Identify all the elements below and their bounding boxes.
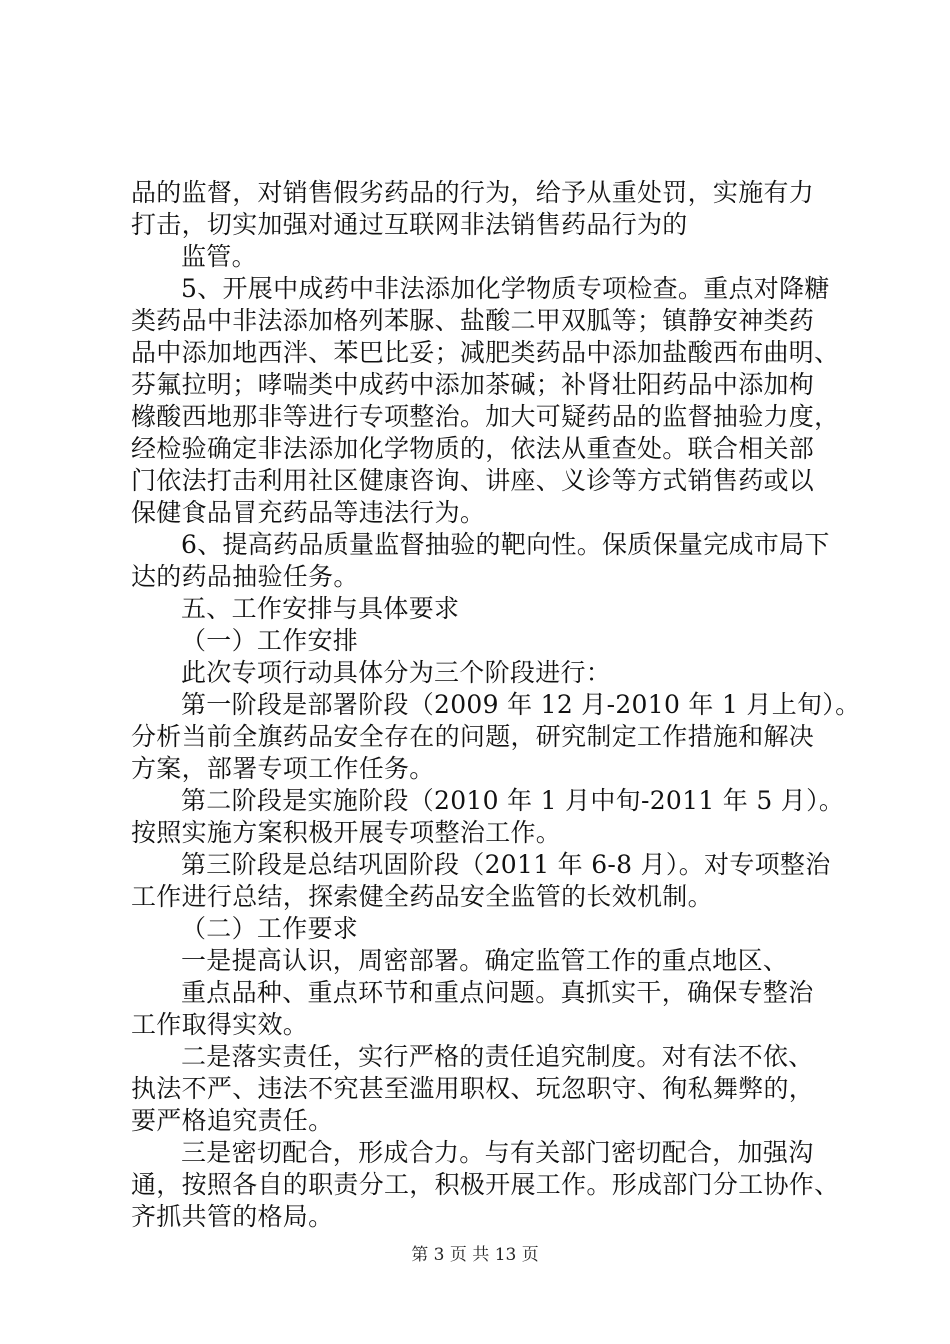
- text-line: 第二阶段是实施阶段（2010 年 1 月中旬-2011 年 5 月）。: [181, 786, 845, 815]
- text-line: 5、开展中成药中非法添加化学物质专项检查。重点对降糖: [181, 274, 830, 303]
- text-line: 三是密切配合，形成合力。与有关部门密切配合，加强沟: [181, 1138, 814, 1167]
- text-line: 橼酸西地那非等进行专项整治。加大可疑药品的监督抽验力度，: [131, 402, 840, 431]
- text-line: 一是提高认识，周密部署。确定监管工作的重点地区、: [181, 946, 789, 975]
- text-line: 要严格追究责任。: [131, 1106, 334, 1135]
- text-line: 类药品中非法添加格列苯脲、盐酸二甲双胍等；镇静安神类药: [131, 306, 815, 335]
- text-line: 方案，部署专项工作任务。: [131, 754, 435, 783]
- text-line: 门依法打击利用社区健康咨询、讲座、义诊等方式销售药或以: [131, 466, 815, 495]
- section-heading: 五、工作安排与具体要求: [181, 594, 460, 623]
- text-line: 监管。: [181, 242, 257, 271]
- text-line: 二是落实责任，实行严格的责任追究制度。对有法不依、: [181, 1042, 814, 1071]
- text-line: 工作进行总结，探索健全药品安全监管的长效机制。: [131, 882, 713, 911]
- text-line: 按照实施方案积极开展专项整治工作。: [131, 818, 562, 847]
- text-line: 品的监督，对销售假劣药品的行为，给予从重处罚，实施有力: [131, 178, 815, 207]
- text-line: 分析当前全旗药品安全存在的问题，研究制定工作措施和解决: [131, 722, 815, 751]
- text-line: 通，按照各自的职责分工，积极开展工作。形成部门分工协作、: [131, 1170, 840, 1199]
- subsection-heading: （一）工作安排: [181, 626, 359, 655]
- text-line: 芬氟拉明；哮喘类中成药中添加茶碱；补肾壮阳药品中添加枸: [131, 370, 815, 399]
- text-line: 齐抓共管的格局。: [131, 1202, 334, 1231]
- text-line: 第一阶段是部署阶段（2009 年 12 月-2010 年 1 月上旬）。: [181, 690, 861, 719]
- page-number-footer: 第 3 页 共 13 页: [411, 1245, 539, 1265]
- text-line: 保健食品冒充药品等违法行为。: [131, 498, 486, 527]
- text-line: 工作取得实效。: [131, 1010, 309, 1039]
- text-line: 打击，切实加强对通过互联网非法销售药品行为的: [131, 210, 688, 239]
- text-line: 经检验确定非法添加化学物质的，依法从重查处。联合相关部: [131, 434, 815, 463]
- text-line: 品中添加地西泮、苯巴比妥；减肥类药品中添加盐酸西布曲明、: [131, 338, 840, 367]
- text-line: 第三阶段是总结巩固阶段（2011 年 6-8 月）。对专项整治: [181, 850, 831, 879]
- subsection-heading: （二）工作要求: [181, 914, 359, 943]
- text-line: 执法不严、违法不究甚至滥用职权、玩忽职守、徇私舞弊的，: [131, 1074, 815, 1103]
- text-line: 此次专项行动具体分为三个阶段进行：: [181, 658, 612, 687]
- text-line: 达的药品抽验任务。: [131, 562, 359, 591]
- text-line: 重点品种、重点环节和重点问题。真抓实干，确保专整治: [181, 978, 814, 1007]
- text-line: 6、提高药品质量监督抽验的靶向性。保质保量完成市局下: [181, 530, 830, 559]
